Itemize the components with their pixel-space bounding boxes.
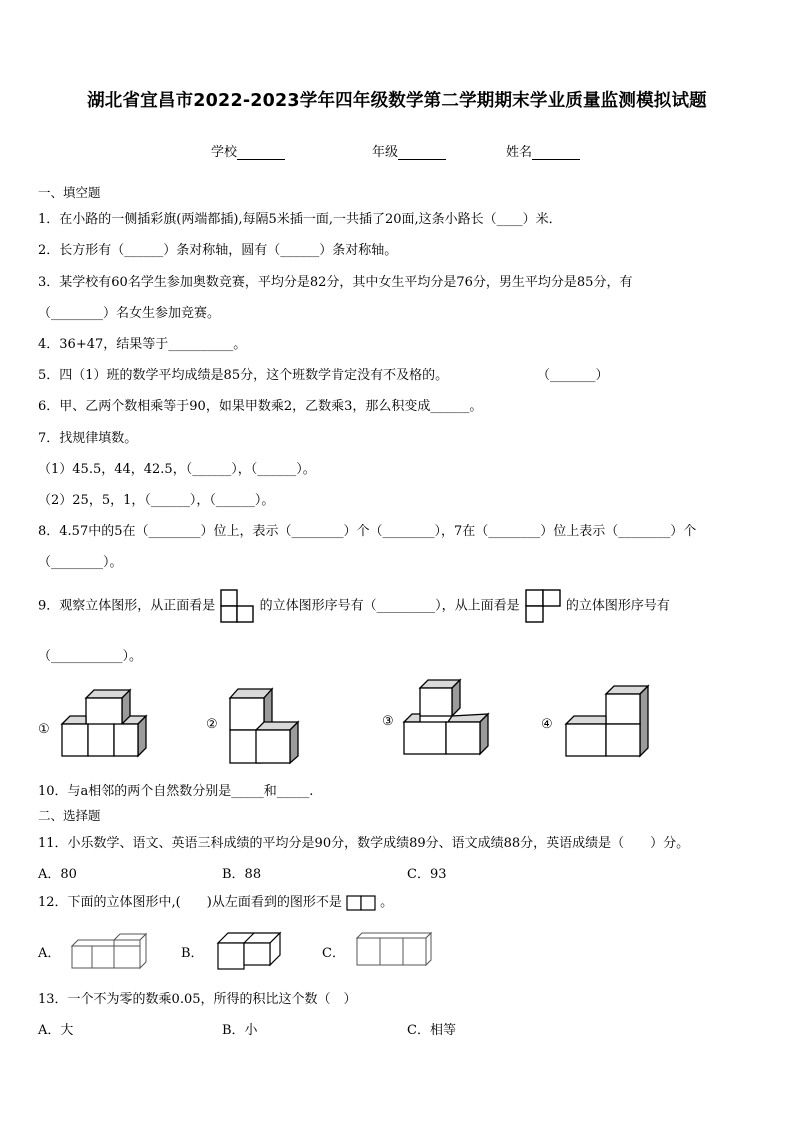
name-field: [506, 141, 580, 160]
question-9-text-1: 9．观察立体图形，从正面看是: [38, 598, 216, 614]
grade-label: 年级: [372, 145, 399, 160]
name-blank: [532, 145, 580, 160]
question-12-option-a: A．: [38, 946, 61, 961]
question-13-option-a: A．大: [38, 1023, 74, 1038]
question-9-text-3: 的立体图形序号有: [565, 598, 670, 614]
section-fill-title: 一、填空题: [38, 185, 101, 200]
question-5: 5．四（1）班的数学平均成绩是85分，这个班数学肯定没有不及格的。: [38, 368, 449, 383]
question-5-answer-paren: （_______）: [537, 368, 609, 383]
question-2: 2．长方形有（______）条对称轴，圆有（______）条对称轴。: [38, 243, 398, 258]
question-1: 1．在小路的一侧插彩旗(两端都插),每隔5米插一面,一共插了20面,这条小路长（____）米．: [38, 212, 562, 227]
figure-2-label: ②: [206, 717, 218, 732]
figure-3-label: ③: [382, 714, 394, 729]
question-12: [38, 892, 393, 914]
section-choice-title: 二、选择题: [38, 808, 101, 823]
option-c-solid: [354, 930, 434, 968]
school-field: [211, 141, 285, 160]
question-12-option-b: B．: [181, 946, 204, 961]
figure-1-solid: [58, 688, 150, 760]
question-11: 11．小乐数学、语文、英语三科成绩的平均分是90分，数学成绩89分、语文成绩88分，英语成绩是（ ）分。: [38, 836, 690, 851]
figure-2-solid: [226, 686, 302, 766]
question-11-option-c: C．93: [407, 867, 447, 882]
question-12-text: 12．下面的立体图形中,( )从左面看到的图形不是: [38, 895, 342, 910]
question-7-part-2: （2）25，5，1，（______），（______）。: [38, 493, 275, 508]
question-3-line-2: （________）名女生参加竞赛。: [38, 306, 221, 321]
question-7-part-1: （1）45.5，44，42.5，（______），（______）。: [38, 462, 316, 477]
question-7: 7．找规律填数。: [38, 431, 138, 446]
front-view-figure: [219, 588, 255, 624]
question-9-line-2: （___________）。: [38, 649, 143, 664]
figure-4-solid: [562, 682, 652, 760]
question-8-line-1: 8．4.57中的5在（________）位上，表示（________）个（________），7在（________）位上表示（________）个: [38, 524, 697, 539]
option-a-solid: [68, 932, 150, 972]
question-3-line-1: 3．某学校有60名学生参加奥数竞赛，平均分是82分，其中女生平均分是76分，男生平均分是85分，有: [38, 275, 633, 290]
grade-field: [372, 141, 446, 160]
question-9-text-2: 的立体图形序号有（_________），从上面看是: [259, 598, 520, 614]
top-view-figure: [524, 588, 562, 624]
figure-3-solid: [402, 678, 492, 758]
question-13: 13．一个不为零的数乘0.05，所得的积比这个数（ ）: [38, 992, 357, 1007]
question-11-option-b: B．88: [222, 867, 262, 882]
option-b-solid: [214, 929, 284, 973]
school-blank: [237, 145, 285, 160]
left-view-figure: [346, 894, 376, 912]
question-13-option-c: C．相等: [407, 1023, 456, 1038]
question-12-option-c: C．: [322, 946, 345, 961]
grade-blank: [398, 145, 446, 160]
question-11-option-a: A．80: [38, 867, 77, 882]
question-4: 4．36+47，结果等于__________。: [38, 337, 247, 352]
question-8-line-2: （________）。: [38, 555, 123, 570]
question-9-line-1: [38, 588, 670, 624]
question-13-option-b: B．小: [222, 1023, 258, 1038]
question-10: 10．与a相邻的两个自然数分别是_____和_____.: [38, 784, 314, 799]
name-label: 姓名: [506, 145, 533, 160]
question-6: 6．甲、乙两个数相乘等于90，如果甲数乘2，乙数乘3，那么积变成______。: [38, 399, 483, 414]
figure-1-label: ①: [38, 722, 50, 737]
question-12-text-end: 。: [380, 895, 394, 910]
school-label: 学校: [211, 145, 238, 160]
figure-4-label: ④: [541, 717, 553, 732]
page-title: 湖北省宜昌市2022-2023学年四年级数学第二学期期末学业质量监测模拟试题: [87, 91, 707, 111]
